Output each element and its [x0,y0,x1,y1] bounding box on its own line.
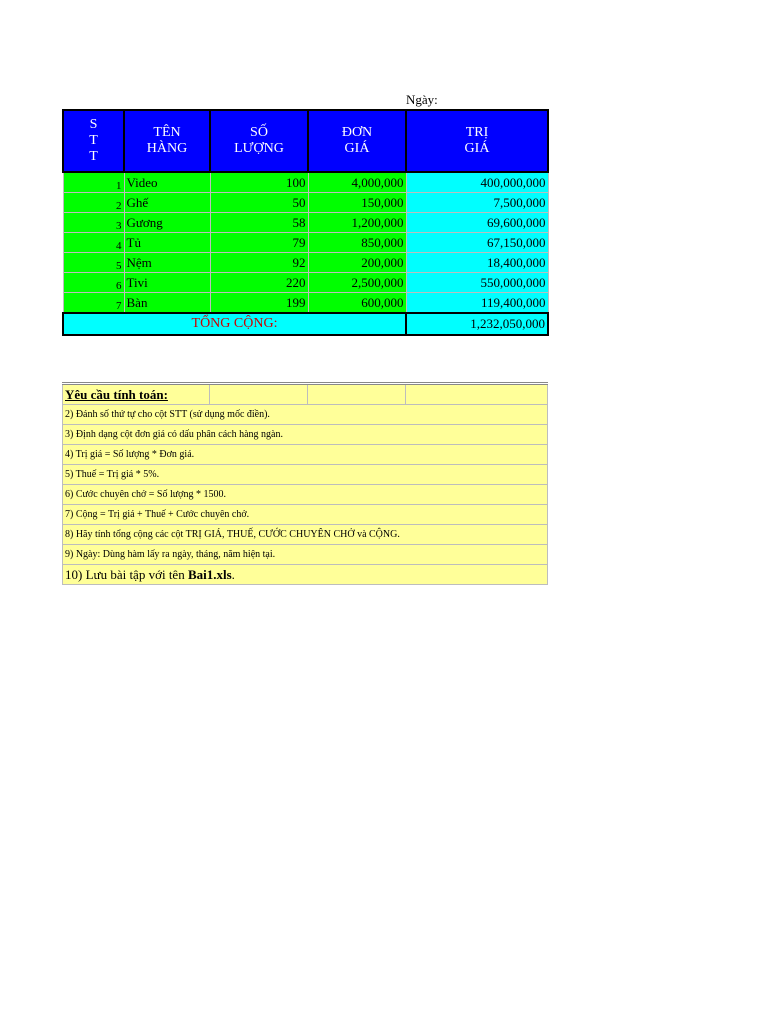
products-table [62,109,549,336]
qty-cell[interactable]: 220 [210,273,308,293]
value-cell[interactable]: 67,150,000 [406,233,548,253]
requirement-row [63,565,548,585]
stt-cell[interactable]: 3 [63,213,124,233]
requirements-title[interactable]: Yêu cầu tính toán: [63,384,210,405]
price-cell[interactable]: 2,500,000 [308,273,406,293]
price-cell[interactable]: 150,000 [308,193,406,213]
price-cell[interactable]: 200,000 [308,253,406,273]
table-row [63,293,548,314]
table-row [63,273,548,293]
requirement-last-prefix: 10) Lưu bài tập với tên [65,566,188,582]
price-cell[interactable]: 850,000 [308,233,406,253]
qty-cell[interactable]: 100 [210,172,308,193]
requirement-row [63,525,548,545]
stt-cell[interactable]: 1 [63,172,124,193]
header-ten-hang: TÊN HÀNG [124,110,210,172]
stt-cell[interactable]: 4 [63,233,124,253]
requirement-text[interactable]: 3) Định dạng cột đơn giá có dấu phân cách hàng ngàn. [63,425,548,445]
requirement-text[interactable]: 7) Cộng = Trị giá + Thuế + Cước chuyên chở. [63,505,548,525]
name-cell[interactable]: Gương [124,213,210,233]
total-label[interactable]: TỔNG CỘNG: [63,313,406,335]
value-cell[interactable]: 18,400,000 [406,253,548,273]
requirement-last-suffix: . [231,566,235,582]
name-cell[interactable]: Tủ [124,233,210,253]
price-cell[interactable]: 4,000,000 [308,172,406,193]
header-tri-gia: TRỊ GIÁ [406,110,548,172]
requirements-title-row [63,384,548,405]
stt-cell[interactable]: 6 [63,273,124,293]
stt-cell[interactable]: 2 [63,193,124,213]
qty-cell[interactable]: 50 [210,193,308,213]
name-cell[interactable]: Video [124,172,210,193]
requirement-row [63,445,548,465]
stt-cell[interactable]: 7 [63,293,124,314]
requirement-text[interactable]: 5) Thuế = Trị giá * 5%. [63,465,548,485]
requirement-row [63,425,548,445]
name-cell[interactable]: Nệm [124,253,210,273]
price-cell[interactable]: 1,200,000 [308,213,406,233]
qty-cell[interactable]: 92 [210,253,308,273]
header-don-gia: ĐƠN GIÁ [308,110,406,172]
total-row [63,313,548,335]
header-row [63,110,548,172]
requirement-text-last[interactable] [63,565,548,585]
requirement-row [63,405,548,425]
requirement-text[interactable]: 8) Hãy tính tổng cộng các cột TRỊ GIÁ, THUẾ, CƯỚC CHUYÊN CHỞ và CỘNG. [63,525,548,545]
qty-cell[interactable]: 79 [210,233,308,253]
name-cell[interactable]: Ghế [124,193,210,213]
requirement-row [63,545,548,565]
requirement-text[interactable]: 6) Cước chuyên chở = Số lượng * 1500. [63,485,548,505]
value-cell[interactable]: 400,000,000 [406,172,548,193]
table-row [63,213,548,233]
requirement-last-file: Bai1.xls [187,566,232,582]
value-cell[interactable]: 550,000,000 [406,273,548,293]
header-so-luong: SỐ LƯỢNG [210,110,308,172]
table-row [63,233,548,253]
table-row [63,253,548,273]
table-row [63,193,548,213]
value-cell[interactable]: 69,600,000 [406,213,548,233]
value-cell[interactable]: 7,500,000 [406,193,548,213]
qty-cell[interactable]: 199 [210,293,308,314]
requirement-text[interactable]: 4) Trị giá = Số lượng * Đơn giá. [63,445,548,465]
requirement-row [63,465,548,485]
qty-cell[interactable]: 58 [210,213,308,233]
requirement-row [63,505,548,525]
name-cell[interactable]: Tivi [124,273,210,293]
date-label: Ngày: [406,92,438,107]
name-cell[interactable]: Bàn [124,293,210,314]
total-value[interactable]: 1,232,050,000 [406,313,548,335]
table-row [63,172,548,193]
price-cell[interactable]: 600,000 [308,293,406,314]
value-cell[interactable]: 119,400,000 [406,293,548,314]
requirements-table [62,382,548,585]
requirement-row [63,485,548,505]
header-stt: S T T [63,110,124,172]
stt-cell[interactable]: 5 [63,253,124,273]
requirement-text[interactable]: 2) Đánh số thứ tự cho cột STT (sử dụng mốc điền). [63,405,548,425]
requirement-text[interactable]: 9) Ngày: Dùng hàm lấy ra ngày, tháng, năm hiện tại. [63,545,548,565]
